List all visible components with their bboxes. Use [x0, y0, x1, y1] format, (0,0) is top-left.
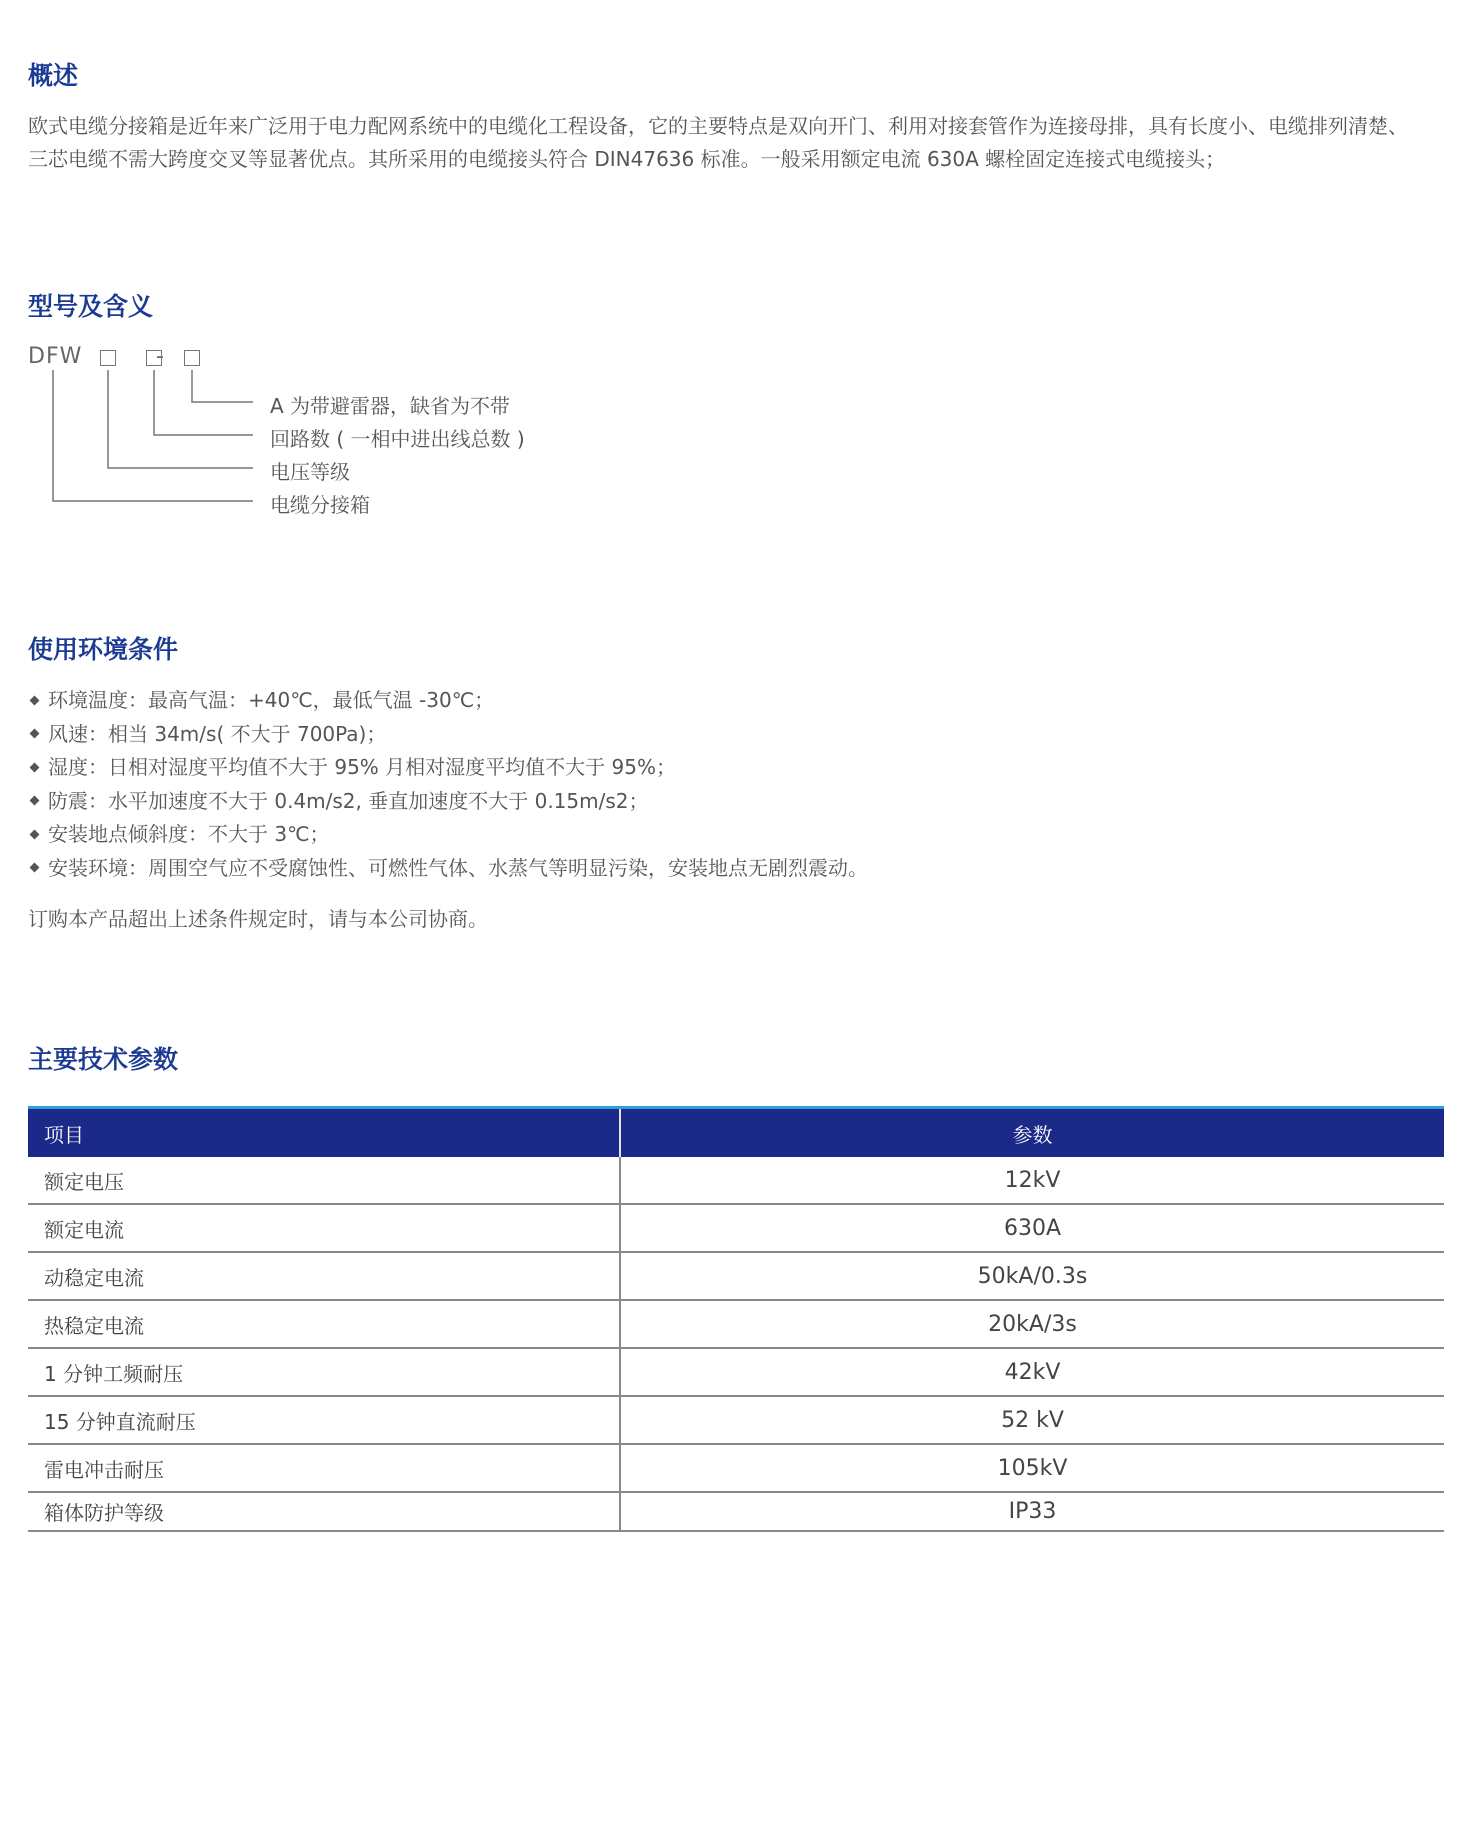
row-label: 热稳定电流 — [28, 1300, 620, 1348]
bullet-icon — [30, 695, 40, 705]
model-code: DFW — [28, 344, 83, 369]
model-label-box: 电缆分接箱 — [270, 493, 370, 517]
model-diagram — [28, 340, 628, 530]
table-row — [28, 1204, 1444, 1252]
list-item: 湿度：日相对湿度平均值不大于 95% 月相对湿度平均值不大于 95%； — [28, 751, 1444, 785]
bullet-icon — [30, 762, 40, 772]
row-label: 箱体防护等级 — [28, 1492, 620, 1531]
table-row — [28, 1300, 1444, 1348]
overview-title: 概述 — [28, 61, 79, 90]
model-dash: - — [156, 344, 164, 369]
bullet-icon — [30, 729, 40, 739]
model-title: 型号及含义 — [28, 292, 154, 321]
environment-title: 使用环境条件 — [28, 635, 179, 664]
table-row — [28, 1396, 1444, 1444]
list-item: 安装地点倾斜度：不大于 3℃； — [28, 818, 1444, 852]
environment-list — [28, 684, 1444, 885]
row-value: 42kV — [620, 1348, 1444, 1396]
table-row — [28, 1348, 1444, 1396]
row-value: 50kA/0.3s — [620, 1252, 1444, 1300]
overview-line-1: 欧式电缆分接箱是近年来广泛用于电力配网系统中的电缆化工程设备，它的主要特点是双向开门、利用对接套管作为连接母排，具有长度小、电缆排列清楚、 — [28, 114, 1408, 138]
model-label-voltage: 电压等级 — [270, 460, 350, 484]
bullet-icon — [30, 829, 40, 839]
table-row — [28, 1157, 1444, 1204]
model-label-arrester: A 为带避雷器，缺省为不带 — [270, 394, 511, 418]
list-item: 风速：相当 34m/s( 不大于 700Pa)； — [28, 718, 1444, 752]
table-row — [28, 1252, 1444, 1300]
row-label: 雷电冲击耐压 — [28, 1444, 620, 1492]
list-item: 环境温度：最高气温：+40℃，最低气温 -30℃； — [28, 684, 1444, 718]
header-param: 参数 — [620, 1108, 1444, 1158]
bullet-icon — [30, 863, 40, 873]
row-value: 12kV — [620, 1157, 1444, 1204]
overview-line-2: 三芯电缆不需大跨度交叉等显著优点。其所采用的电缆接头符合 DIN47636 标准。一般采用额定电流 630A 螺栓固定连接式电缆接头； — [28, 147, 1226, 171]
specs-title: 主要技术参数 — [28, 1045, 179, 1074]
header-item: 项目 — [28, 1108, 620, 1158]
bullet-icon — [30, 796, 40, 806]
row-label: 1 分钟工频耐压 — [28, 1348, 620, 1396]
environment-note: 订购本产品超出上述条件规定时，请与本公司协商。 — [28, 907, 488, 931]
row-value: 105kV — [620, 1444, 1444, 1492]
model-label-circuits: 回路数 ( 一相中进出线总数 ) — [270, 427, 525, 451]
overview-text — [28, 110, 1444, 176]
row-label: 动稳定电流 — [28, 1252, 620, 1300]
list-item: 安装环境：周围空气应不受腐蚀性、可燃性气体、水蒸气等明显污染，安装地点无剧烈震动。 — [28, 852, 1444, 886]
table-header-row — [28, 1108, 1444, 1158]
row-label: 额定电压 — [28, 1157, 620, 1204]
row-label: 15 分钟直流耐压 — [28, 1396, 620, 1444]
row-value: 630A — [620, 1204, 1444, 1252]
table-row — [28, 1492, 1444, 1531]
specs-table — [28, 1106, 1444, 1532]
row-value: 20kA/3s — [620, 1300, 1444, 1348]
list-item: 防震：水平加速度不大于 0.4m/s2, 垂直加速度不大于 0.15m/s2； — [28, 785, 1444, 819]
row-value: IP33 — [620, 1492, 1444, 1531]
table-row — [28, 1444, 1444, 1492]
row-value: 52 kV — [620, 1396, 1444, 1444]
model-leader-lines — [28, 340, 288, 530]
row-label: 额定电流 — [28, 1204, 620, 1252]
